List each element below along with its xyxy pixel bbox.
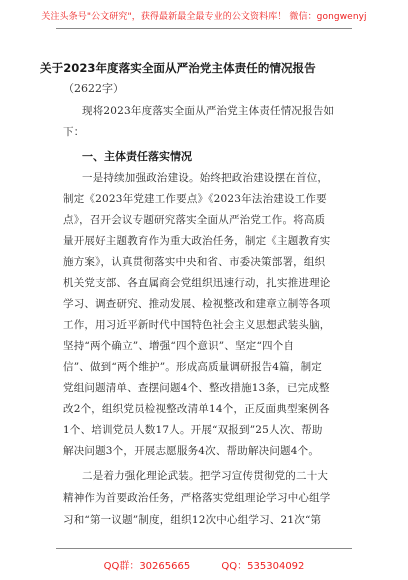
intro-line-2: 下：: [63, 126, 85, 138]
paragraph-line: 学习、调查研究、推动发展、检视整改和建章立制等各项: [63, 298, 331, 310]
paragraph-line: 党组问题清单、查摆问题4个、整改措施13条，已完成整: [63, 382, 330, 394]
paragraph-line: 施方案》，认真贯彻落实中央和省、市委决策部署，组织: [63, 256, 326, 268]
qq-group-number: QQ群：30265665: [103, 561, 191, 572]
section-heading: 一、主体责任落实情况: [82, 150, 192, 163]
bottom-divider: [56, 548, 352, 549]
paragraph-line: 制定《2023年党建工作要点》《2023年法治建设工作要: [63, 193, 327, 205]
document-title: 关于2023年度落实全面从严治党主体责任的情况报告: [40, 61, 316, 75]
intro-line-1: 现将2023年度落实全面从严治党主体责任情况报告如: [82, 105, 335, 117]
paragraph-line: 信”、做到“两个维护”。形成高质量调研报告4篇，制定: [63, 361, 322, 373]
paragraph-line: 量开展好主题教育作为重大政治任务，制定《主题教育实: [63, 235, 331, 247]
footer-contact: [0, 557, 408, 572]
word-count: （2622字）: [63, 82, 124, 95]
paragraph-line: 改2个，组织党员检视整改清单14个，正反面典型案例各: [63, 403, 330, 415]
paragraph-line: 解决问题3个，开展志愿服务4次、帮助解决问题4个。: [63, 445, 320, 457]
watermark-banner: 关注头条号"公文研究"，获得最新最全最专业的公文资料库！ 微信：gongwenyj: [41, 12, 367, 22]
paragraph-line: 坚持“两个确立”、增强“四个意识”、坚定“四个自: [63, 340, 295, 352]
top-divider: [56, 28, 352, 29]
qq-number: QQ：535304092: [221, 561, 305, 572]
paragraph-line: 精神作为首要政治任务，严格落实党组理论学习中心组学: [63, 492, 331, 504]
paragraph-line: 1个、培训党员人数17人。开展“双报到”25人次、帮助: [63, 424, 323, 436]
paragraph-line: 习和“第一议题”制度，组织12次中心组学习、21次“第: [63, 514, 322, 526]
paragraph-line: 一是持续加强政治建设。始终把政治建设摆在首位，: [82, 172, 329, 184]
paragraph-line: 二是着力强化理论武装。把学习宣传贯彻党的二十大: [82, 470, 329, 482]
paragraph-line: 机关党支部、各直属商会党组织迅速行动，扎实推进理论: [63, 277, 331, 289]
paragraph-line: 点》，召开会议专题研究落实全面从严治党工作。将高质: [63, 214, 326, 226]
paragraph-line: 工作，用习近平新时代中国特色社会主义思想武装头脑，: [63, 319, 331, 331]
